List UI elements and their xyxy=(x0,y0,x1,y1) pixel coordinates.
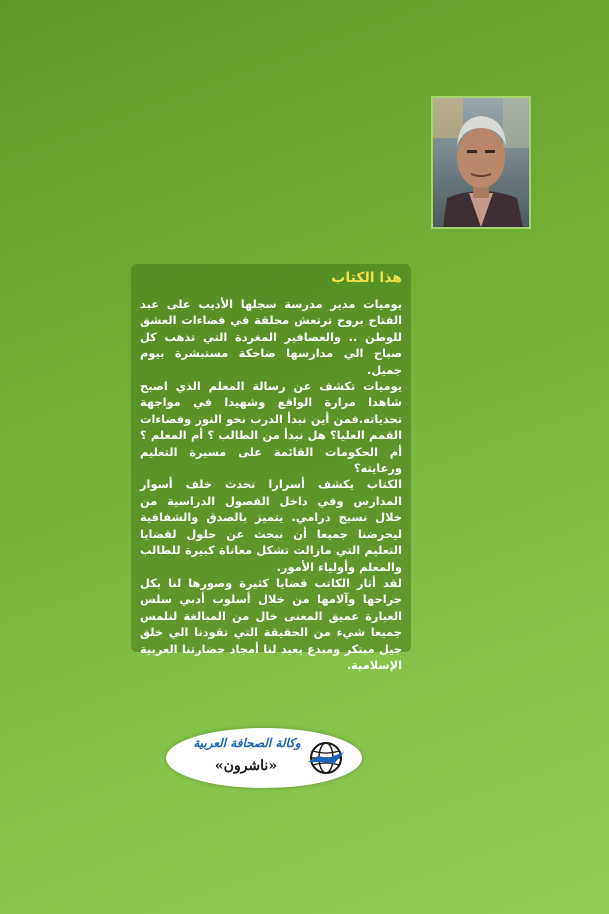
description-paragraph: الكتاب يكشف أسرارا تحدث خلف أسوار المدارس وفي داخل الفصول الدراسية من خلال نسيج درامي. يتميز بالصدق والشفافية ليحرضنا جميعا أن نبحث عن حلول لقضايا التعليم التي مازالت تشكل معاناة كبيرة للطالب والمعلم وأولياء الأمور. xyxy=(140,477,402,574)
description-paragraph: لقد أثار الكاتب قضايا كثيرة وصورها لنا بكل جراحها وآلامها من خلال أسلوب أدبي سلس العبارة عميق المعنى خال من المبالغة لنلمس جميعا شيء من الحقيقة التي تقودنا الي خلق جيل مبتكر ومبدع يعيد لنا أمجاد حضارتنا العربية الإسلامية. xyxy=(140,575,402,672)
book-description-panel xyxy=(131,264,411,672)
publisher-name: وكالة الصحافة العربية xyxy=(193,736,301,750)
author-portrait-image xyxy=(433,98,529,227)
description-paragraph: يوميات مدير مدرسة سجلها الأديب على عبد الفتاح بروح ترتعش محلقة في فضاءات العشق للوطن .. والعصافير المغردة التي تذهب كل صباح الي مدارسها ضاحكة مستبشرة بيوم جميل. xyxy=(140,297,402,377)
author-photo xyxy=(431,96,531,229)
globe-icon xyxy=(306,738,346,778)
panel-heading: هذا الكتاب xyxy=(331,270,402,286)
publisher-logo xyxy=(166,728,362,788)
publisher-role: «ناشرون» xyxy=(214,758,278,774)
description-paragraph: يوميات تكشف عن رسالة المعلم الذي اصبح شاهدا مرارة الواقع وشهيدا في مواجهة تحدياته.فمن أين نبدأ الدرب نحو النور وفضاءات القمم العليا؟ هل نبدأ من الطالب ؟ أم المعلم ؟ أم الحكومات القائمة على مسيرة التعليم ورعايته؟ xyxy=(140,379,402,476)
